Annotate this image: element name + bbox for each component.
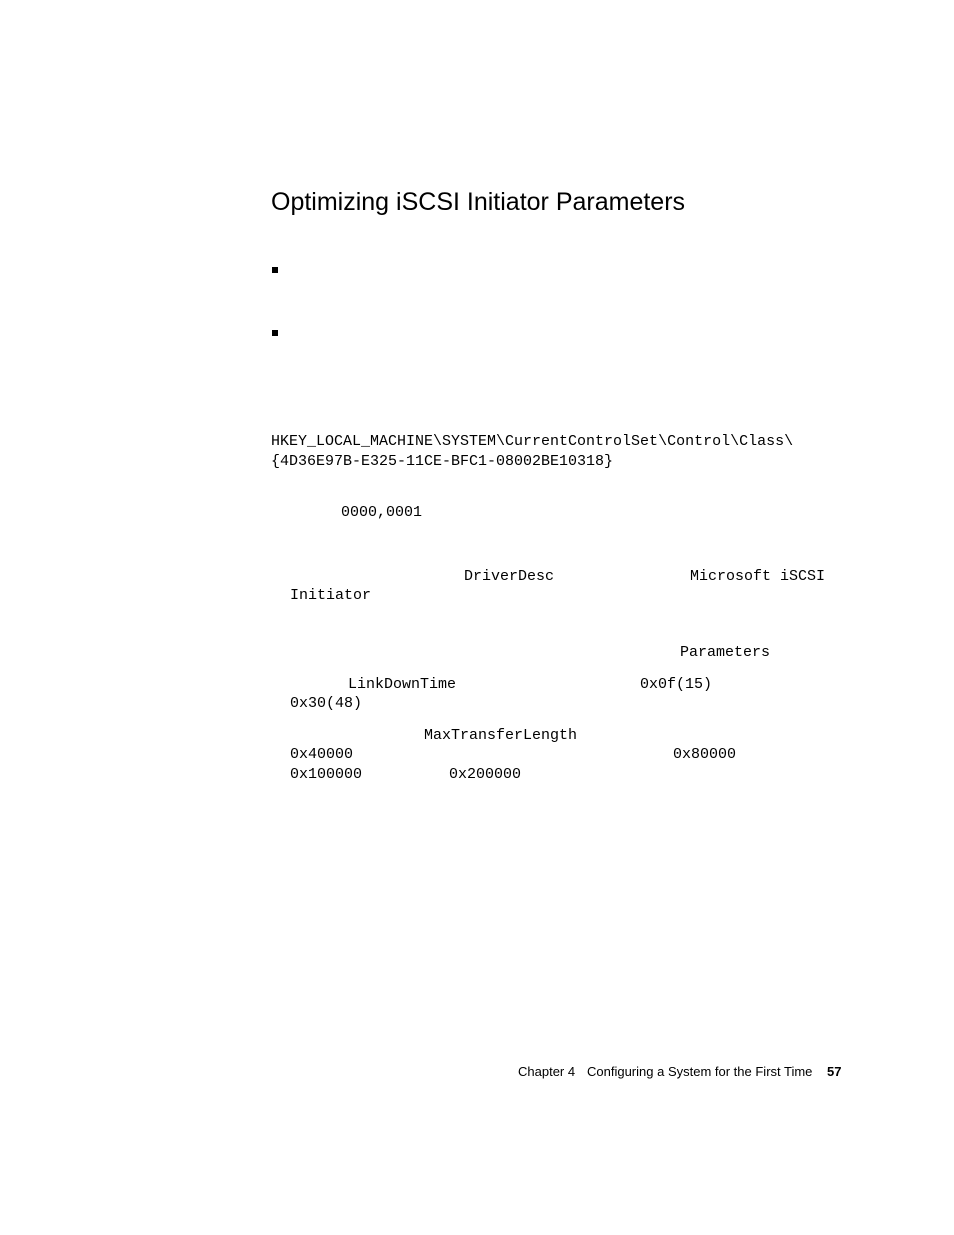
- linkdowntime-default: 0x0f(15): [640, 676, 713, 693]
- footer-chapter-title: Configuring a System for the First Time: [587, 1064, 813, 1079]
- subkey-list: 0000,0001: [341, 504, 423, 521]
- bullet-marker-2: [272, 330, 278, 336]
- driverdesc-key: DriverDesc: [464, 568, 555, 585]
- maxtransferlength-default: 0x40000: [290, 746, 354, 763]
- parameters-key: Parameters: [680, 644, 771, 661]
- footer-page-number: 57: [827, 1064, 842, 1079]
- linkdowntime-key: LinkDownTime: [348, 676, 457, 693]
- driverdesc-value-line-1: Microsoft iSCSI: [690, 568, 826, 585]
- driverdesc-value-line-2: Initiator: [290, 587, 372, 604]
- section-heading: Optimizing iSCSI Initiator Parameters: [271, 188, 686, 216]
- linkdowntime-new: 0x30(48): [290, 695, 363, 712]
- bullet-marker-1: [272, 267, 278, 273]
- maxtransferlength-key: MaxTransferLength: [424, 727, 578, 744]
- registry-path-line-1: HKEY_LOCAL_MACHINE\SYSTEM\CurrentControlSet\Control\Class\: [271, 433, 794, 450]
- maxtransferlength-value-a: 0x80000: [673, 746, 737, 763]
- maxtransferlength-value-b: 0x100000: [290, 766, 363, 783]
- registry-path-line-2: {4D36E97B-E325-11CE-BFC1-08002BE10318}: [271, 453, 614, 470]
- maxtransferlength-value-c: 0x200000: [449, 766, 522, 783]
- footer-chapter: Chapter 4: [518, 1064, 576, 1079]
